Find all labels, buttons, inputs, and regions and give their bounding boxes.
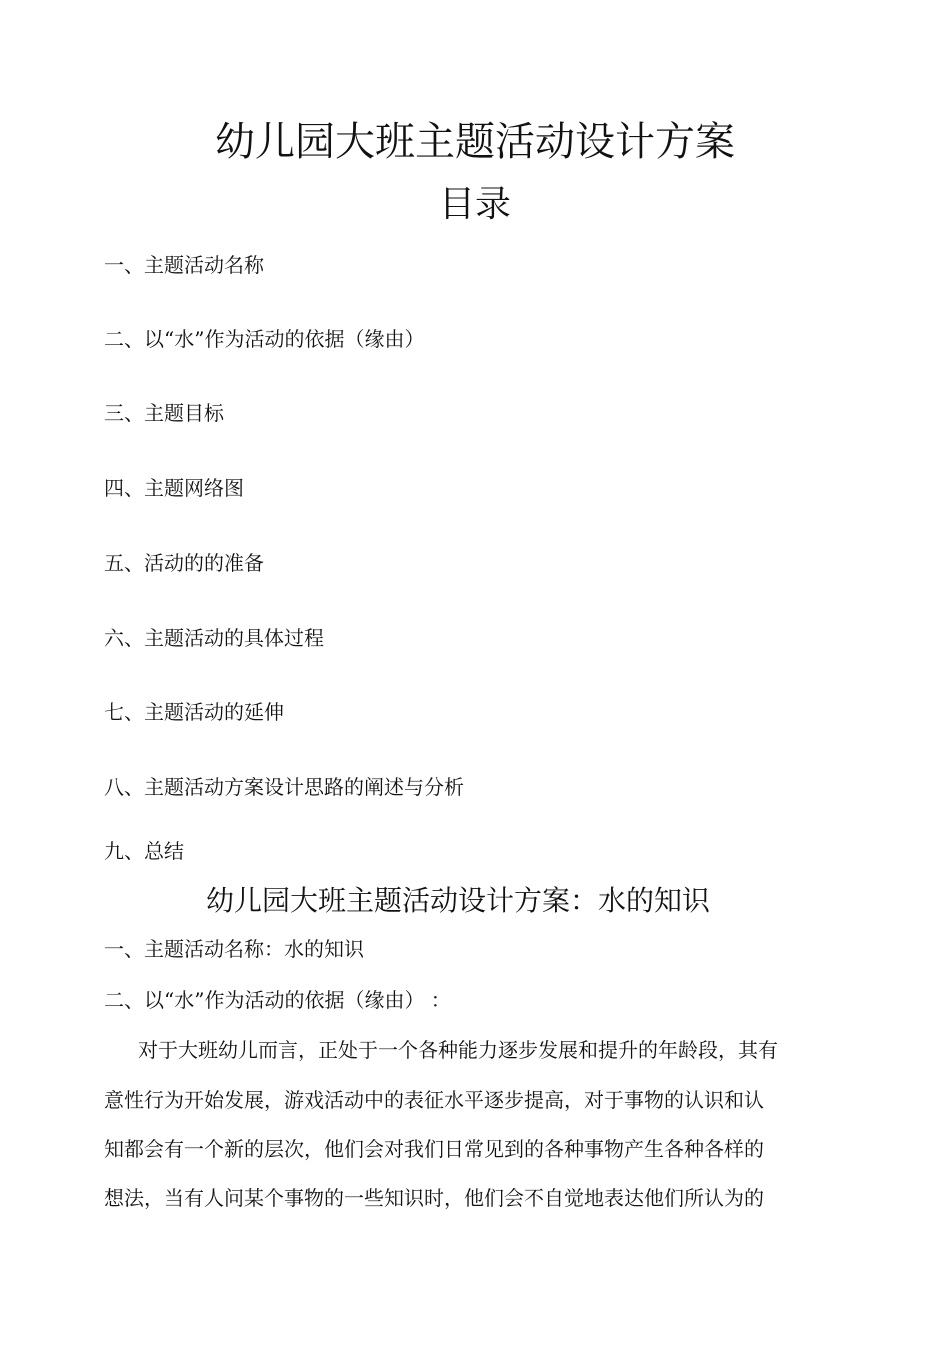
paragraph-line: 对于大班幼儿而言，正处于一个各种能力逐步发展和提升的年龄段，其有: [138, 1038, 778, 1062]
toc-item: 九、总结: [104, 839, 184, 863]
document-title: 幼儿园大班主题活动设计方案: [215, 119, 735, 165]
toc-heading: 目录: [438, 184, 511, 225]
toc-item: 七、主题活动的延伸: [104, 700, 284, 724]
section-item-2: 二、以“水”作为活动的依据（缘由） ：: [104, 988, 451, 1012]
paragraph-line: 意性行为开始发展，游戏活动中的表征水平逐步提高，对于事物的认识和认: [104, 1088, 764, 1112]
section-title: 幼儿园大班主题活动设计方案：水的知识: [205, 884, 710, 917]
toc-item: 一、主题活动名称: [104, 253, 264, 277]
toc-item: 三、主题目标: [104, 401, 224, 425]
toc-item: 六、主题活动的具体过程: [104, 626, 324, 650]
paragraph-line: 知都会有一个新的层次，他们会对我们日常见到的各种事物产生各种各样的: [104, 1137, 764, 1161]
section-item-1: 一、主题活动名称：水的知识: [104, 937, 364, 961]
toc-item: 五、活动的的准备: [104, 551, 264, 575]
toc-item: 八、主题活动方案设计思路的阐述与分析: [104, 775, 464, 799]
paragraph-line: 想法，当有人问某个事物的一些知识时，他们会不自觉地表达他们所认为的: [104, 1186, 764, 1210]
toc-item: 四、主题网络图: [104, 476, 244, 500]
toc-item: 二、以“水”作为活动的依据（缘由）: [104, 327, 425, 351]
